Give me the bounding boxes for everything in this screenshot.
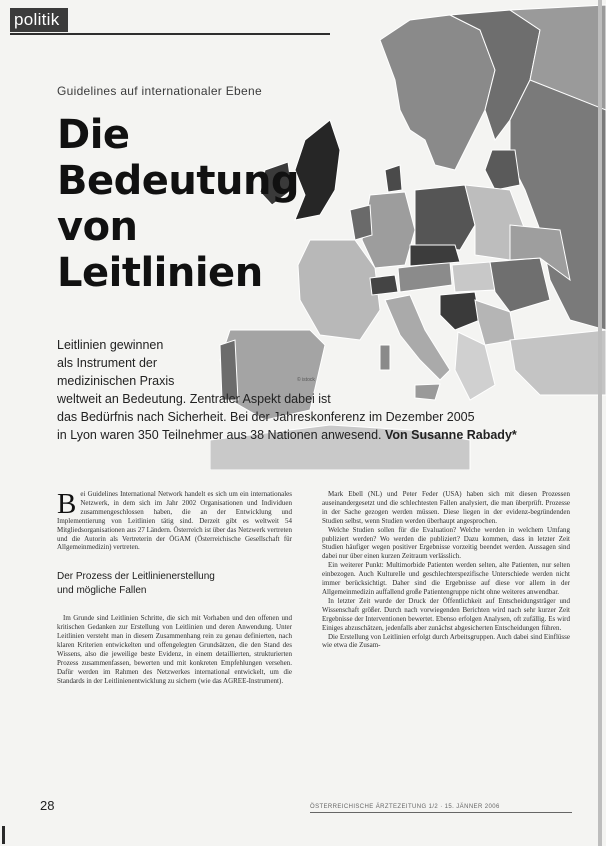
subheading-line: und mögliche Fallen — [57, 585, 147, 597]
subheading — [57, 570, 292, 598]
kicker: Guidelines auf internationaler Ebene — [57, 84, 262, 98]
body-column-right — [322, 490, 570, 650]
footer-rule — [310, 812, 572, 813]
section-label: politik — [14, 10, 60, 29]
lead-wide — [57, 390, 547, 444]
body-paragraph: Im Grunde sind Leitlinien Schritte, die sich mit Vorhaben und den offenen und kritischen Gedanken zur Erstellung von Leitlinien und deren Anwendung. Unter Leitlinien versteht man in diesem Zusammenhang rein zu genau definierten, nach klaren Kriterien entwickelten und offengelegten Grundsätzen, die den Stand des Wissens, also die jeweilige beste Evidenz, in einem detaillierten, strukturierten Prozess zusammenfassen, bewerten und mit konkreten Empfehlungen versehen. Dafür werden im Rahmen des Netzwerkes international entwickelt, um die Standards in der Leitlinienentwicklung zu sichern (wie das AGREE-Instrument). — [57, 614, 292, 685]
body-paragraph: Welche Studien sollen für die Evaluation? Welche werden in welchem Umfang publiziert werden? Wo werden die publiziert? Dazu kommen, dass in letzter Zeit Studien häufiger wegen positiver Ergebnisse vorzeitig beendet werden. Aussagen sind dabei nur über einen kurzen Zeitraum verlässlich. — [322, 525, 570, 561]
body-paragraph: Mark Ebell (NL) und Peter Feder (USA) haben sich mit diesen Prozessen auseinandergesetzt und die schlechtesten Fallen analysiert, die man überprüft. Prozesse in der Sache gezogen werden müssen. Diese liegen in der evidenz-begründenden Studien selbst, wenn Studien werden überhaupt angesprochen. — [322, 490, 570, 525]
body-column-left — [57, 490, 292, 686]
author-byline: Von Susanne Rabady* — [385, 428, 517, 442]
headline-line: Die — [57, 112, 130, 158]
lead-line: weltweit an Bedeutung. Zentraler Aspekt dabei ist — [57, 392, 331, 406]
lead-narrow — [57, 336, 197, 390]
drop-cap: B — [57, 488, 77, 520]
subheading-line: Der Prozess der Leitlinienerstellung — [57, 571, 215, 583]
footer-publication: ÖSTERREICHISCHE ÄRZTEZEITUNG 1/2 · 15. JÄNNER 2006 — [310, 804, 500, 810]
paragraph-text: ei Guidelines International Network handelt es sich um ein internationales Netzwerk, in dem sich im Jahr 2002 Organisationen und Individuen zusammengeschlossen haben, die an der Entwicklung und Implementierung von Leitlinien tätig sind. Derzeit gibt es weltweit 54 Mitgliedsorganisationen aus 27 Ländern. Österreich ist über das Netzwerk vertreten und die Autorin als Vertreterin der ÖGAM (Österreichische Gesellschaft für Allgemeinmedizin) vertreten. — [57, 490, 292, 552]
page-edge-shadow — [598, 0, 602, 846]
page-edge-mark — [2, 826, 5, 844]
headline-line: Leitlinien — [57, 250, 263, 296]
headline — [57, 112, 327, 296]
lead-line: als Instrument der — [57, 356, 158, 370]
body-paragraph — [57, 490, 292, 552]
page-number: 28 — [40, 798, 55, 813]
lead-line: das Bedürfnis nach Sicherheit. Bei der Jahreskonferenz im Dezember 2005 — [57, 410, 475, 424]
section-rule — [10, 33, 330, 35]
lead-line: Leitlinien gewinnen — [57, 338, 164, 352]
lead-line: in Lyon waren 350 Teilnehmer aus 38 Nationen anwesend. — [57, 428, 382, 442]
lead-line-with-author — [57, 426, 547, 444]
lead-line: medizinischen Praxis — [57, 374, 175, 388]
body-paragraph: In letzter Zeit wurde der Druck der Öffentlichkeit auf Entscheidungsträger und Wissenschaft größer. Durch nach vorwiegenden Berichten wird nach sehr kurzer Zeit Ergebnisse der Interventionen bewertet. Ebenso erfolgen Analysen, oft zufällig. Es wird Einiges abzuschätzen, jedenfalls aber zunächst abgesicherten Entscheidungen führen. — [322, 596, 570, 632]
image-credit: © istock — [297, 377, 315, 383]
section-tab — [10, 8, 68, 32]
headline-line: Bedeutung — [57, 158, 300, 204]
headline-line: von — [57, 204, 138, 250]
body-paragraph: Ein weiterer Punkt: Multimorbide Patienten werden selten, alte Patienten, nur selten einbezogen. Auch Kulturelle und geschlechterspezifische Unterschiede werden nicht immer berücksichtigt. Daher sind die Ergebnisse auf diese vor allem in der Allgemeinmedizin auffallend große Patientengruppe nicht ohne weiteres anwendbar. — [322, 561, 570, 596]
body-paragraph: Die Erstellung von Leitlinien erfolgt durch Arbeitsgruppen. Auch dabei sind Einflüsse wie etwa die Zusam- — [322, 632, 570, 650]
